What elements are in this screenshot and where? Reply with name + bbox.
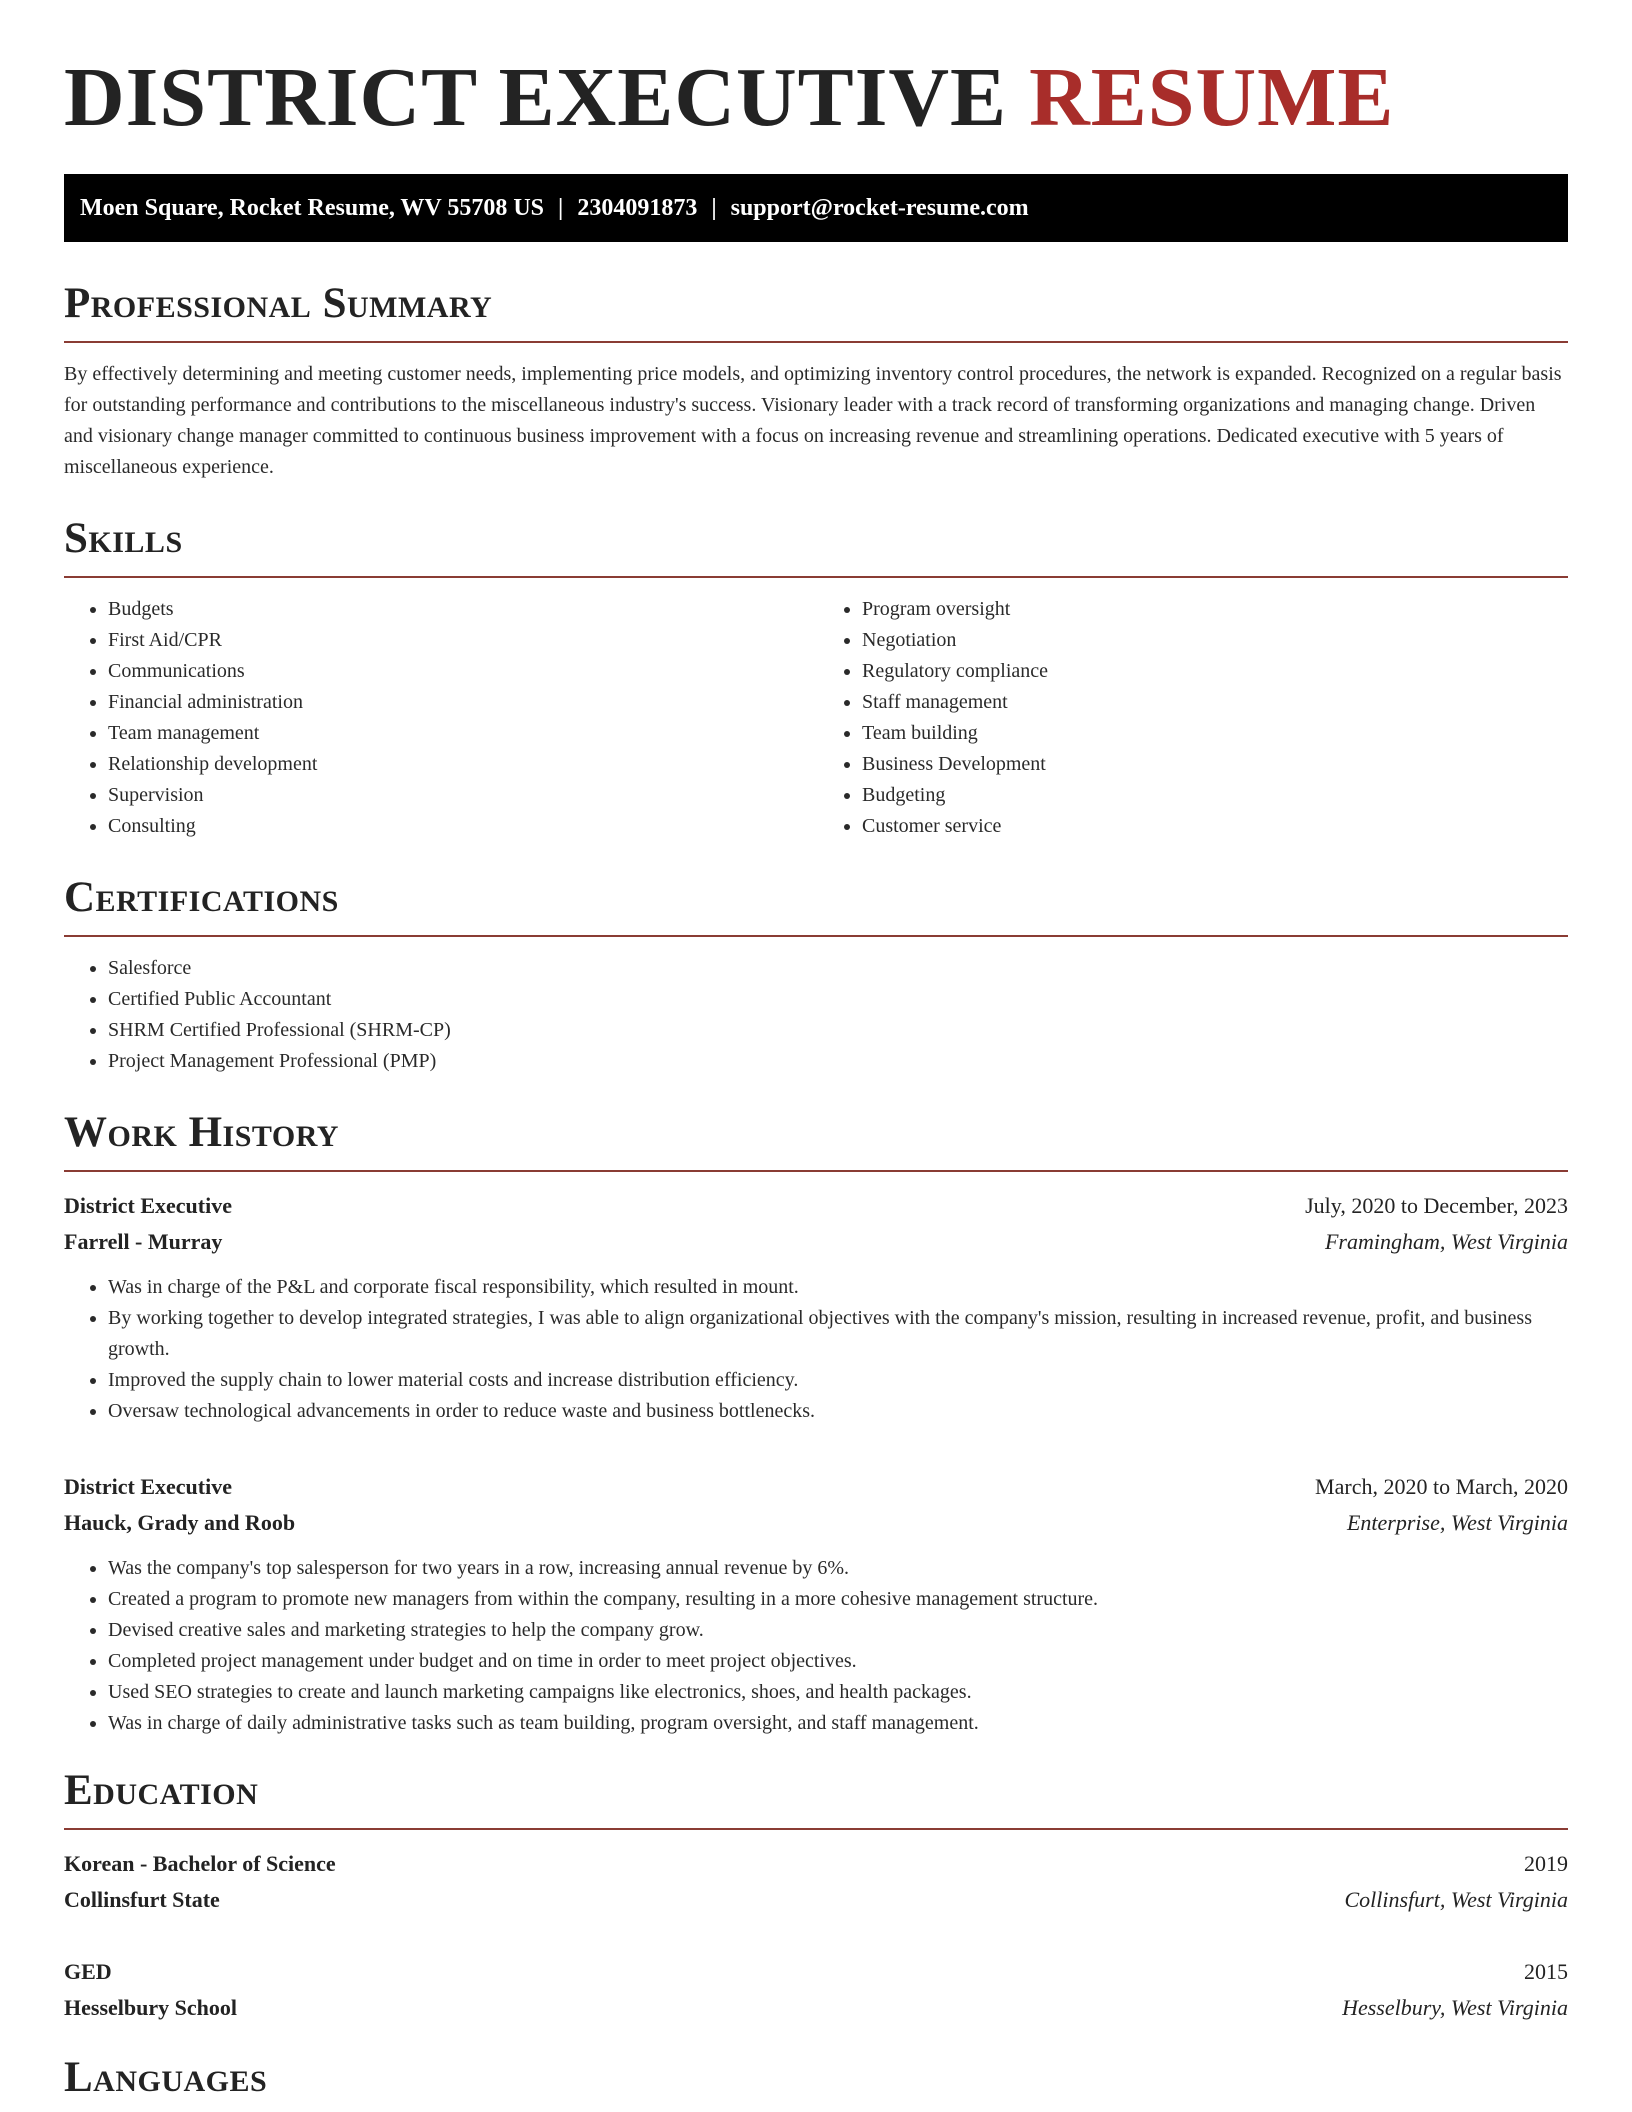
list-item: • Certified Public Accountant: [108, 984, 1568, 1015]
education-location: Hesselbury, West Virginia: [1342, 1995, 1568, 2020]
list-item: • Budgets: [108, 594, 814, 625]
list-item: • Team building: [862, 718, 1568, 749]
list-item: • Program oversight: [862, 594, 1568, 625]
job-title: District Executive: [64, 1193, 232, 1218]
job-dates: July, 2020 to December, 2023: [1305, 1193, 1568, 1218]
education-degree: GED: [64, 1959, 112, 1984]
job-dates: March, 2020 to March, 2020: [1315, 1474, 1568, 1499]
certifications-section: [64, 876, 1568, 1077]
education-school: Hesselbury School: [64, 1995, 237, 2020]
section-divider: [64, 1828, 1568, 1830]
list-item: • Completed project management under budget and on time in order to meet project objectives.: [108, 1646, 1568, 1677]
languages-section: [64, 2056, 1568, 2099]
education-year: 2015: [1524, 1959, 1568, 1984]
skills-heading: Skills: [64, 515, 183, 562]
section-divider: [64, 935, 1568, 937]
list-item: • Staff management: [862, 687, 1568, 718]
list-item: • Supervision: [108, 780, 814, 811]
list-item: • Was in charge of the P&L and corporate fiscal responsibility, which resulted in mount.: [108, 1272, 1568, 1303]
list-item: • Salesforce: [108, 953, 1568, 984]
education-school-row: [64, 1882, 1568, 1918]
contact-bar: [64, 174, 1568, 242]
job-title: District Executive: [64, 1474, 232, 1499]
list-item: • Customer service: [862, 811, 1568, 842]
skills-section: [64, 517, 1568, 842]
job-bullets: [64, 1553, 1568, 1739]
list-item: • Created a program to promote new managers from within the company, resulting in a more cohesive management structure.: [108, 1584, 1568, 1615]
list-item: • Business Development: [862, 749, 1568, 780]
section-divider: [64, 341, 1568, 343]
list-item: • Oversaw technological advancements in order to reduce waste and business bottlenecks.: [108, 1396, 1568, 1427]
contact-email: support@rocket-resume.com: [730, 194, 1029, 221]
job-location: Enterprise, West Virginia: [1346, 1510, 1568, 1535]
list-item: • Consulting: [108, 811, 814, 842]
list-item: • Improved the supply chain to lower material costs and increase distribution efficiency.: [108, 1365, 1568, 1396]
certifications-list: [64, 953, 1568, 1077]
list-item: • Communications: [108, 656, 814, 687]
job-bullets: [64, 1272, 1568, 1427]
education-school: Collinsfurt State: [64, 1887, 220, 1912]
contact-separator: |: [711, 194, 717, 221]
list-item: • Budgeting: [862, 780, 1568, 811]
contact-address: Moen Square, Rocket Resume, WV 55708 US: [80, 194, 545, 221]
list-item: • Relationship development: [108, 749, 814, 780]
skills-list-left: [64, 594, 814, 842]
list-item: • Team management: [108, 718, 814, 749]
summary-heading: Professional Summary: [64, 280, 493, 327]
job-company-row: [64, 1224, 1568, 1260]
work-history-heading: Work History: [64, 1109, 339, 1156]
list-item: • Financial administration: [108, 687, 814, 718]
list-item: • Was in charge of daily administrative tasks such as team building, program oversight, and staff management.: [108, 1708, 1568, 1739]
list-item: • Negotiation: [862, 625, 1568, 656]
education-entry: [64, 1846, 1568, 1918]
job-company: Hauck, Grady and Roob: [64, 1510, 296, 1535]
summary-text: By effectively determining and meeting customer needs, implementing price models, and optimizing inventory control procedures, the network is expanded. Recognized on a regular basis for outstanding performance and contributions to the miscellaneous industry's success. Visionary leader with a track record of transforming organizations and managing change. Driven and visionary change manager committed to continuous business improvement with a focus on increasing revenue and streamlining operations. Dedicated executive with 5 years of miscellaneous experience.: [64, 363, 1562, 478]
education-degree-row: [64, 1846, 1568, 1882]
list-item: • First Aid/CPR: [108, 625, 814, 656]
skills-columns: [64, 578, 1568, 842]
list-item: • Used SEO strategies to create and launch marketing campaigns like electronics, shoes, and health packages.: [108, 1677, 1568, 1708]
list-item: • SHRM Certified Professional (SHRM-CP): [108, 1015, 1568, 1046]
job-entry: [64, 1469, 1568, 1739]
education-degree-row: [64, 1954, 1568, 1990]
list-item: • By working together to develop integrated strategies, I was able to align organizational objectives with the company's mission, resulting in increased revenue, profit, and business growth.: [108, 1303, 1568, 1365]
list-item: • Devised creative sales and marketing strategies to help the company grow.: [108, 1615, 1568, 1646]
resume-title-main: DISTRICT EXECUTIVE: [64, 51, 1008, 144]
work-history-section: [64, 1111, 1568, 1739]
education-degree: Korean - Bachelor of Science: [64, 1851, 336, 1876]
job-header-row: [64, 1469, 1568, 1505]
summary-section: [64, 282, 1568, 483]
education-heading: Education: [64, 1767, 259, 1814]
languages-heading: Languages: [64, 2054, 268, 2101]
list-item: • Project Management Professional (PMP): [108, 1046, 1568, 1077]
resume-title: [64, 51, 1568, 144]
education-section: [64, 1769, 1568, 2026]
contact-phone: 2304091873: [577, 194, 698, 221]
contact-separator: |: [558, 194, 564, 221]
list-item: • Was the company's top salesperson for two years in a row, increasing annual revenue by 6%.: [108, 1553, 1568, 1584]
section-divider: [64, 1170, 1568, 1172]
job-company-row: [64, 1505, 1568, 1541]
education-location: Collinsfurt, West Virginia: [1344, 1887, 1568, 1912]
job-header-row: [64, 1188, 1568, 1224]
resume-title-accent: RESUME: [1029, 51, 1395, 144]
education-entry: [64, 1954, 1568, 2026]
resume-page: [64, 0, 1568, 2099]
education-year: 2019: [1524, 1851, 1568, 1876]
job-entry: [64, 1188, 1568, 1427]
list-item: • Regulatory compliance: [862, 656, 1568, 687]
job-location: Framingham, West Virginia: [1324, 1229, 1568, 1254]
skills-list-right: [814, 594, 1568, 842]
education-school-row: [64, 1990, 1568, 2026]
job-company: Farrell - Murray: [64, 1229, 223, 1254]
certifications-heading: Certifications: [64, 874, 339, 921]
